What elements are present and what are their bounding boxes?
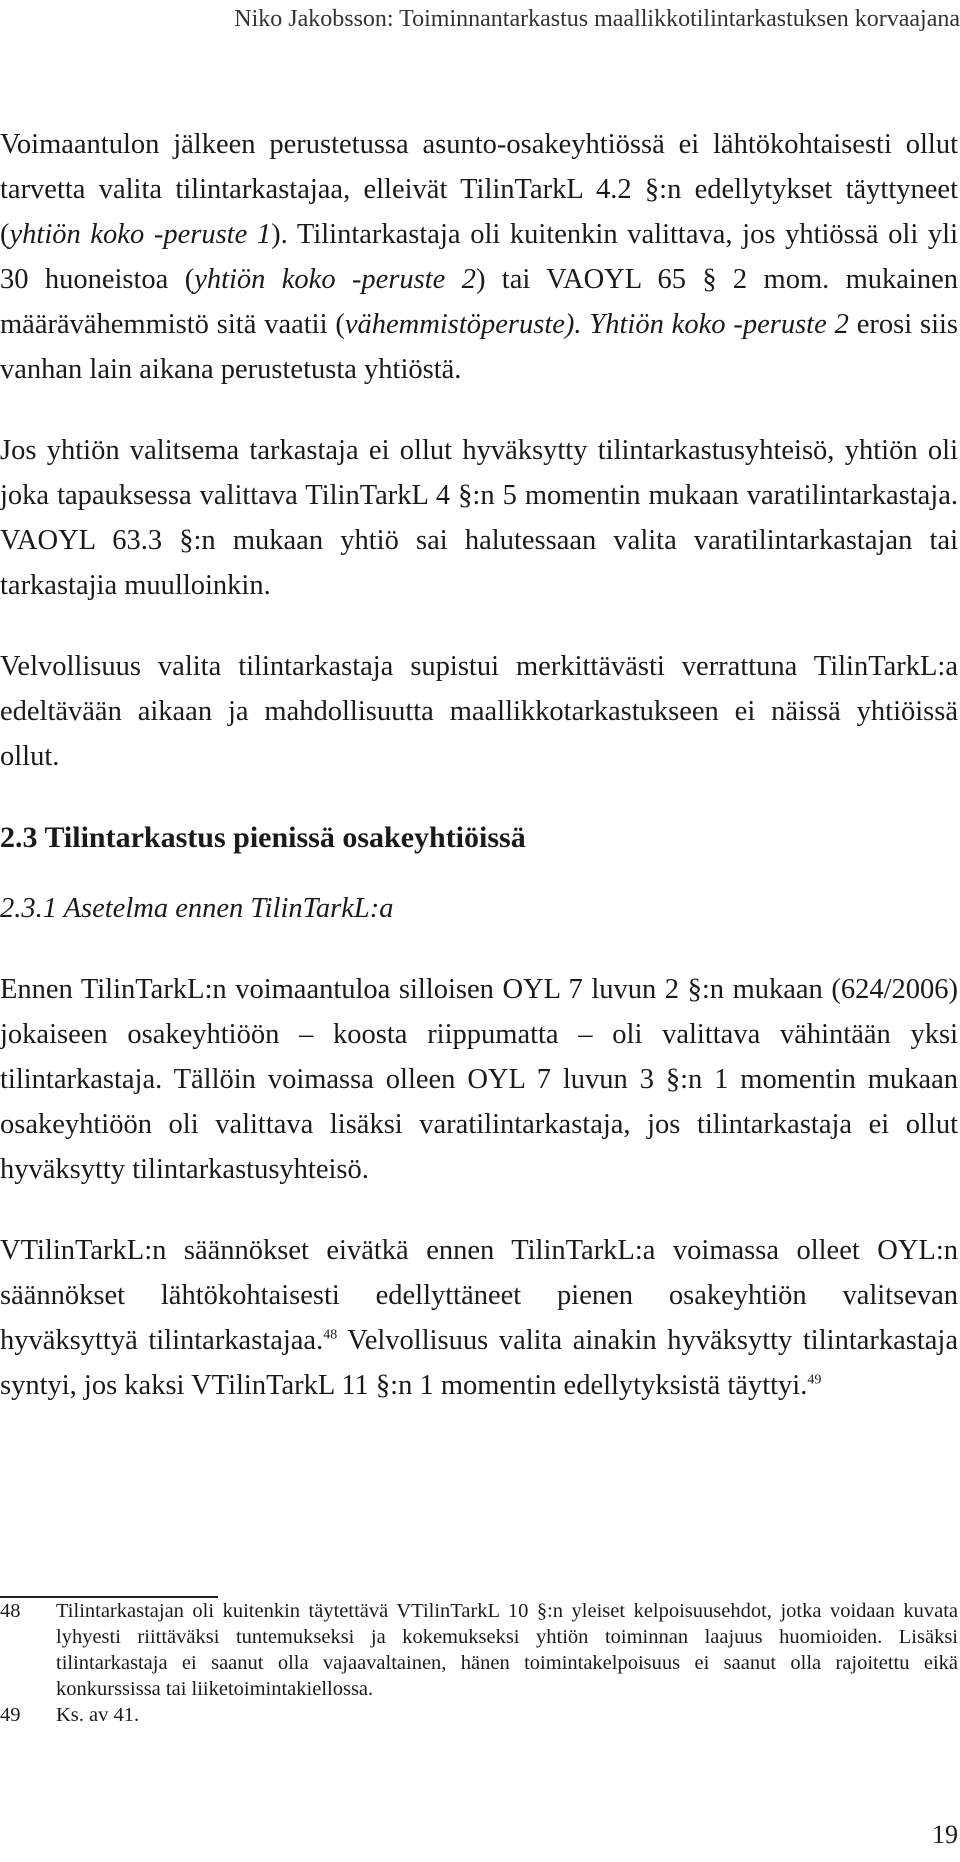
paragraph-1-italic-a: yhtiön koko -peruste 1 (9, 219, 272, 250)
running-header: Niko Jakobsson: Toiminnantarkastus maallikkotilintarkastuksen korvaajana (234, 6, 960, 32)
footnote-ref-49[interactable]: 49 (807, 1372, 822, 1388)
paragraph-3: Velvollisuus valita tilintarkastaja supistui merkittävästi verrattuna TilinTarkL:a edeltävään aikaan ja mahdollisuutta maallikkotarkastukseen ei näissä yhtiöissä ollut. (0, 651, 958, 772)
footnote-text: Tilintarkastajan oli kuitenkin täytettävä VTilinTarkL 10 §:n yleiset kelpoisuusehdot, jotka voidaan kuvata lyhyesti riittäväksi tuntemukseksi ja kokemukseksi yhtiön toiminnan laajuus huomioiden. Lisäksi tilintarkastaja ei saanut olla vajaavaltainen, hänen toimintakelpoisuus ei saanut olla rajoitettu eikä konkurssissa tai liiketoimintakiellossa. (56, 1600, 958, 1700)
paragraph-1-italic-c: vähemmistöperuste). Yhtiön koko -peruste 2 (344, 309, 849, 340)
paragraph-1-text-d: erosi siis vanhan lain aikana perustetusta yhtiöstä. (0, 309, 958, 385)
paragraph-5-text-a: VTilinTarkL:n säännökset eivätkä ennen TilinTarkL:a voimassa olleet OYL:n säännökset lähtökohtaisesti edellyttäneet pienen osakeyhtiön valitsevan hyväksyttyä tilintarkastajaa. (0, 1235, 958, 1356)
paragraph-4: Ennen TilinTarkL:n voimaantuloa silloisen OYL 7 luvun 2 §:n mukaan (624/2006) jokaiseen osakeyhtiöön – koosta riippumatta – oli valittava vähintään yksi tilintarkastaja. Tällöin voimassa olleen OYL 7 luvun 3 §:n 1 momentin mukaan osakeyhtiöön oli valittava lisäksi varatilintarkastaja, jos tilintarkastaja ei ollut hyväksytty tilintarkastusyhteisö. (0, 974, 958, 1185)
footnote-49 (0, 1702, 958, 1728)
paragraph-5-text-b: Velvollisuus valita ainakin hyväksytty tilintarkastaja syntyi, jos kaksi VTilinTarkL 11 §:n 1 momentin edellytyksistä täyttyi. (0, 1325, 959, 1401)
section-heading: 2.3 Tilintarkastus pienissä osakeyhtiöissä (0, 821, 526, 854)
footnote-number: 49 (0, 1704, 21, 1726)
footnote-number: 48 (0, 1600, 21, 1622)
footnotes (0, 1598, 958, 1728)
paragraph-1-italic-b: yhtiön koko -peruste 2 (194, 264, 476, 295)
paragraph-1 (0, 122, 958, 392)
page-number: 19 (932, 1820, 958, 1849)
paragraph-5 (0, 1228, 958, 1408)
footnote-text: Ks. av 41. (56, 1704, 140, 1726)
paragraph-1-text-a: Voimaantulon jälkeen perustetussa asunto-osakeyhtiössä ei lähtökohtaisesti ollut tarvetta valita tilintarkastajaa, elleivät TilinTarkL 4.2 §:n edellytykset täyttyneet ( (0, 129, 958, 250)
subsection-heading: 2.3.1 Asetelma ennen TilinTarkL:a (0, 893, 394, 924)
paragraph-2: Jos yhtiön valitsema tarkastaja ei ollut hyväksytty tilintarkastusyhteisö, yhtiön oli joka tapauksessa valittava TilinTarkL 4 §:n 5 momentin mukaan varatilintarkastaja. VAOYL 63.3 §:n mukaan yhtiö sai halutessaan valita varatilintarkastajan tai tarkastajia muulloinkin. (0, 435, 958, 601)
footnote-48 (0, 1598, 958, 1702)
paragraph-1-text-c: ) tai VAOYL 65 § 2 mom. mukainen määrävähemmistö sitä vaatii ( (0, 264, 958, 340)
paragraph-1-text-b: ). Tilintarkastaja oli kuitenkin valittava, jos yhtiössä oli yli 30 huoneistoa ( (0, 219, 958, 295)
main-text (0, 122, 958, 1444)
footnote-ref-48[interactable]: 48 (323, 1327, 338, 1343)
